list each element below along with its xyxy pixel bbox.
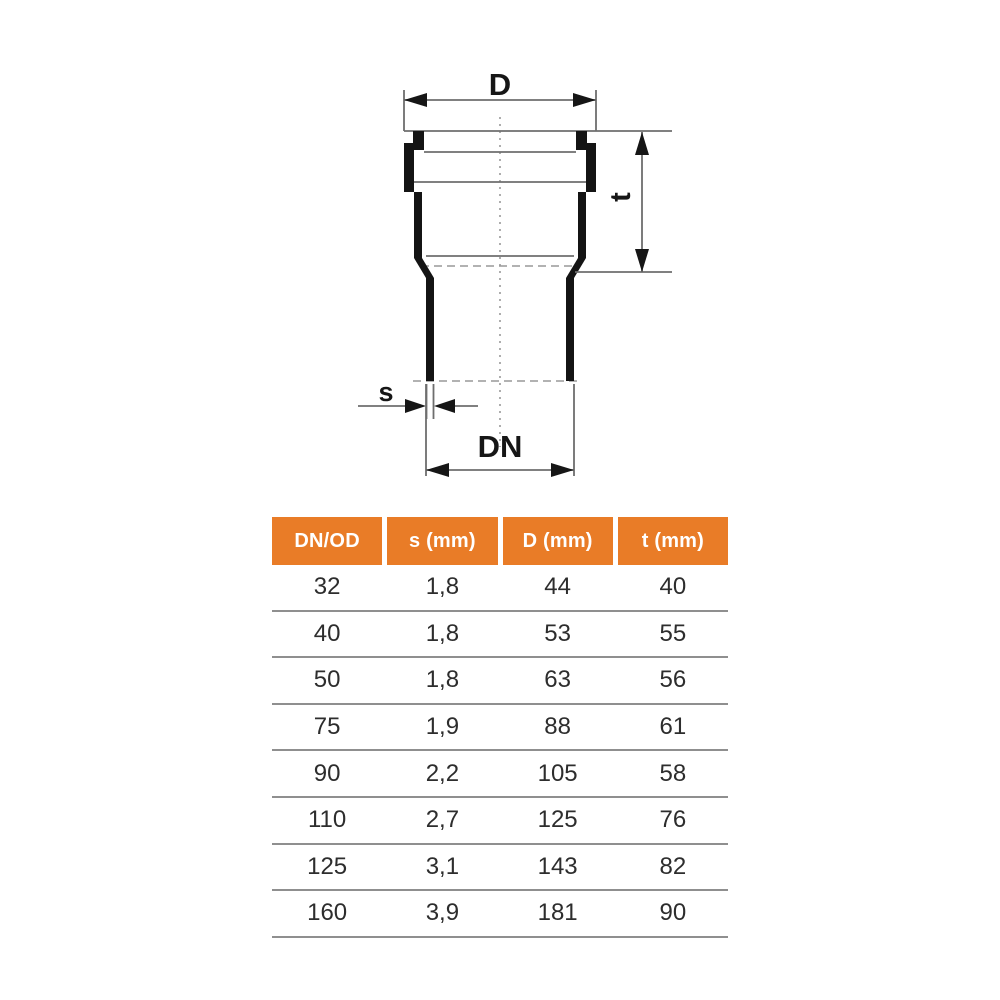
table-row <box>272 798 728 845</box>
table-row <box>272 845 728 892</box>
table-cell: 2,7 <box>425 806 460 834</box>
left-arrowhead-icon <box>426 463 449 477</box>
d-dimension-label: D <box>488 67 512 102</box>
table-cell: 160 <box>307 899 348 927</box>
right-arrowhead-icon <box>573 93 596 107</box>
right-taper-wall <box>566 258 586 278</box>
s-dimension-label: s <box>378 377 394 407</box>
spec-table-body <box>272 565 728 938</box>
table-cell: 1,8 <box>425 619 460 647</box>
table-cell: 32 <box>313 573 341 601</box>
dimension-s <box>358 377 478 419</box>
t-dimension-label: t <box>605 192 637 202</box>
table-cell: 181 <box>537 899 578 927</box>
table-cell: 143 <box>537 852 578 880</box>
table-cell: 105 <box>537 759 578 787</box>
column-header-s: s (mm) <box>387 517 497 565</box>
right-arrowhead-icon <box>551 463 574 477</box>
table-cell: 56 <box>659 666 687 694</box>
table-cell: 58 <box>659 759 687 787</box>
table-row <box>272 658 728 705</box>
left-arrowhead-icon <box>434 399 455 413</box>
right-arrowhead-icon <box>405 399 426 413</box>
right-socket-wall <box>578 192 586 258</box>
table-cell: 75 <box>313 713 341 741</box>
table-cell: 90 <box>659 899 687 927</box>
table-cell: 40 <box>659 573 687 601</box>
table-cell: 82 <box>659 852 687 880</box>
dn-dimension-label: DN <box>477 429 523 464</box>
table-cell: 1,9 <box>425 713 460 741</box>
right-pipe-wall <box>566 278 574 381</box>
table-cell: 125 <box>537 806 578 834</box>
dimension-D <box>404 67 596 131</box>
table-row <box>272 705 728 752</box>
table-row <box>272 565 728 612</box>
up-arrowhead-icon <box>635 132 649 155</box>
left-lip-wall <box>413 131 424 150</box>
table-cell: 110 <box>307 806 347 834</box>
left-gasket-bulge-wall <box>404 143 414 192</box>
right-gasket-bulge-wall <box>586 143 596 192</box>
column-header-t: t (mm) <box>618 517 728 565</box>
left-socket-wall <box>414 192 422 258</box>
table-cell: 3,1 <box>425 852 460 880</box>
table-cell: 125 <box>307 852 348 880</box>
table-cell: 3,9 <box>425 899 460 927</box>
table-cell: 50 <box>313 666 341 694</box>
left-pipe-wall <box>426 278 434 381</box>
table-cell: 76 <box>659 806 687 834</box>
dimension-spec-table <box>272 517 728 938</box>
table-cell: 2,2 <box>425 759 460 787</box>
left-taper-wall <box>414 258 434 278</box>
table-cell: 1,8 <box>425 666 460 694</box>
table-row <box>272 751 728 798</box>
column-header-d: D (mm) <box>503 517 613 565</box>
column-header-dn-od: DN/OD <box>272 517 382 565</box>
table-row <box>272 612 728 659</box>
left-arrowhead-icon <box>404 93 427 107</box>
table-cell: 90 <box>313 759 341 787</box>
table-cell: 63 <box>544 666 571 694</box>
table-row <box>272 891 728 938</box>
table-cell: 61 <box>659 713 687 741</box>
down-arrowhead-icon <box>635 249 649 272</box>
table-cell: 44 <box>544 573 571 601</box>
right-lip-wall <box>576 131 587 150</box>
table-cell: 1,8 <box>425 573 460 601</box>
table-cell: 88 <box>544 713 571 741</box>
table-cell: 53 <box>544 619 571 647</box>
table-cell: 55 <box>659 619 687 647</box>
table-cell: 40 <box>313 619 341 647</box>
table-header-row <box>272 517 728 565</box>
